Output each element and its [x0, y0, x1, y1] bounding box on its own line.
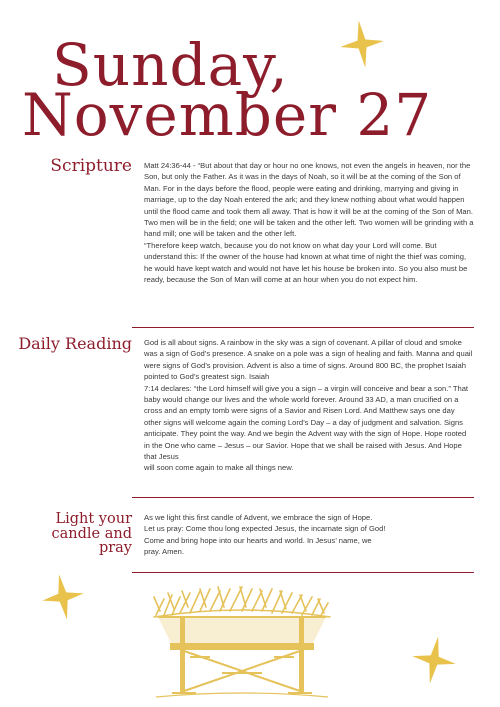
scripture-label: Scripture — [50, 156, 132, 176]
star-icon — [40, 572, 86, 622]
daily-reading-text: God is all about signs. A rainbow in the sky was a sign of covenant. A pillar of cloud and smoke was a sign of God’s presence. A snake on a pole was a sign of healing and faith. Manna and quail were signs of God’s provision. Advent is also a time of signs. Around 800 BC, the prophet Isaiah pointed to God’s greatest sign. Isaiah 7:14 declares: “the Lord himself will give you a sign – a virgin will conceive and bear a son.” That baby would change our lives and the whole world forever. Around 33 AD, a man crucified on a cross and an empty tomb were signs of a Savior and Risen Lord. And Matthew says one day other signs will welcome again the coming Lord’s Day – a day of judgment and salvation. Signs anticipate. They point the way. And we begin the Advent way with the sign of Hope. Hope rooted in the One who came – Jesus – our Savior. Hope that we shall be raised with Jesus. And Hope that Jesus will soon come again to make all things new. — [144, 338, 473, 473]
manger-icon — [150, 585, 334, 703]
prayer-label: Light your candle and pray — [51, 511, 132, 556]
daily-reading-label: Daily Reading — [18, 334, 132, 353]
prayer-text: As we light this first candle of Advent, we embrace the sign of Hope. Let us pray: Come thou long expected Jesus, the incarnate sign of God! Come and bring hope into our hearts and world. In Jesus’ name, we pray. Amen. — [144, 513, 386, 557]
section-divider — [132, 572, 474, 573]
section-divider — [132, 327, 474, 328]
page-title-date: November 27 — [22, 81, 433, 149]
scripture-text: Matt 24:36-44 - “But about that day or hour no one knows, not even the angels in heaven, nor the Son, but only the Father. As it was in the days of Noah, so it will be at the coming of the Son of Man. For in the days before the flood, people were eating and drinking, marrying and giving in marriage, up to the day Noah entered the ark; and they knew nothing about what would happen until the flood came and took them all away. That is how it will be at the coming of the Son of Man. Two men will be in the field; one will be taken and the other left. Two women will be grinding with a hand mill; one will be taken and the other left. “Therefore keep watch, because you do not know on what day your Lord will come. But understand this: If the owner of the house had known at what time of night the thief was coming, he would have kept watch and would not have let his house be broken into. So you also must be ready, because the Son of Man will come at an hour when you do not expect him. — [144, 161, 474, 285]
section-divider — [132, 497, 474, 498]
star-icon — [410, 634, 458, 686]
page-title-day: Sunday, — [52, 31, 289, 99]
